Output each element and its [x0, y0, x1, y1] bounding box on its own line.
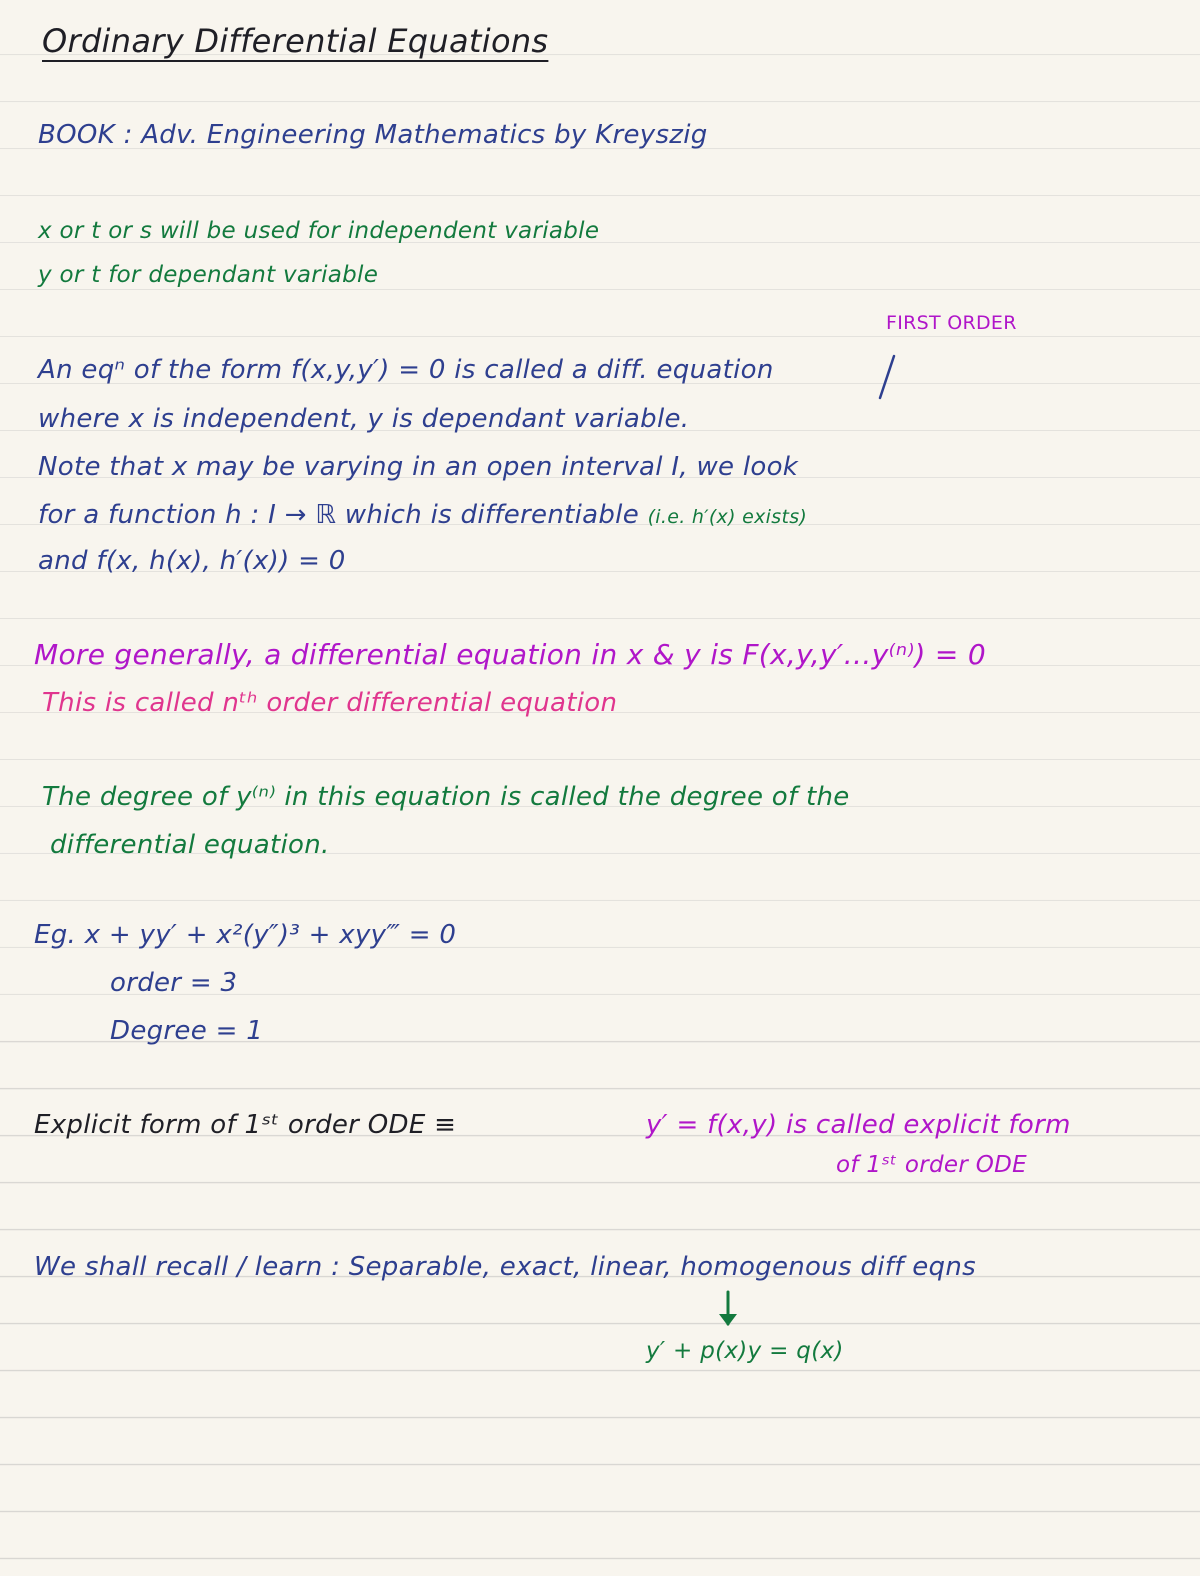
- definition-line-3: Note that x may be varying in an open interval I, we look: [38, 452, 799, 482]
- derivative-exists-note: (i.e. h′(x) exists): [647, 506, 808, 528]
- first-order-annotation: FIRST ORDER: [886, 312, 1017, 334]
- recall-line: We shall recall / learn : Separable, exact, linear, homogenous diff eqns: [34, 1252, 976, 1282]
- definition-line-2: where x is independent, y is dependant variable.: [38, 404, 690, 434]
- definition-line-1: An eqⁿ of the form f(x,y,y′) = 0 is called a diff. equation: [38, 355, 774, 385]
- definition-line-4-main: for a function h : I → ℝ which is differentiable: [38, 500, 639, 530]
- explicit-form-label: Explicit form of 1ˢᵗ order ODE ≡: [34, 1110, 457, 1140]
- example-degree: Degree = 1: [110, 1016, 264, 1046]
- arrow-down-icon: [715, 1290, 741, 1330]
- dependent-variable-note: y or t for dependant variable: [38, 262, 379, 288]
- independent-variable-note: x or t or s will be used for independent variable: [38, 218, 600, 244]
- nth-order-line: This is called nᵗʰ order differential equation: [42, 688, 618, 718]
- explicit-form-formula-cont: of 1ˢᵗ order ODE: [836, 1152, 1027, 1178]
- linear-ode-form: y′ + p(x)y = q(x): [646, 1338, 844, 1364]
- example-order: order = 3: [110, 968, 238, 998]
- degree-line-2: differential equation.: [50, 830, 330, 860]
- general-form-line: More generally, a differential equation in x & y is F(x,y,y′…y⁽ⁿ⁾) = 0: [34, 638, 986, 671]
- definition-line-5: and f(x, h(x), h′(x)) = 0: [38, 546, 346, 576]
- page-title: Ordinary Differential Equations: [42, 22, 549, 60]
- degree-line-1: The degree of y⁽ⁿ⁾ in this equation is called the degree of the: [42, 782, 850, 812]
- book-reference: BOOK : Adv. Engineering Mathematics by Kreyszig: [38, 120, 708, 150]
- explicit-form-formula: y′ = f(x,y) is called explicit form: [646, 1110, 1071, 1140]
- insertion-mark-icon: [872, 352, 902, 402]
- example-equation: Eg. x + yy′ + x²(y″)³ + xyy‴ = 0: [34, 920, 457, 950]
- definition-line-4: [38, 500, 807, 530]
